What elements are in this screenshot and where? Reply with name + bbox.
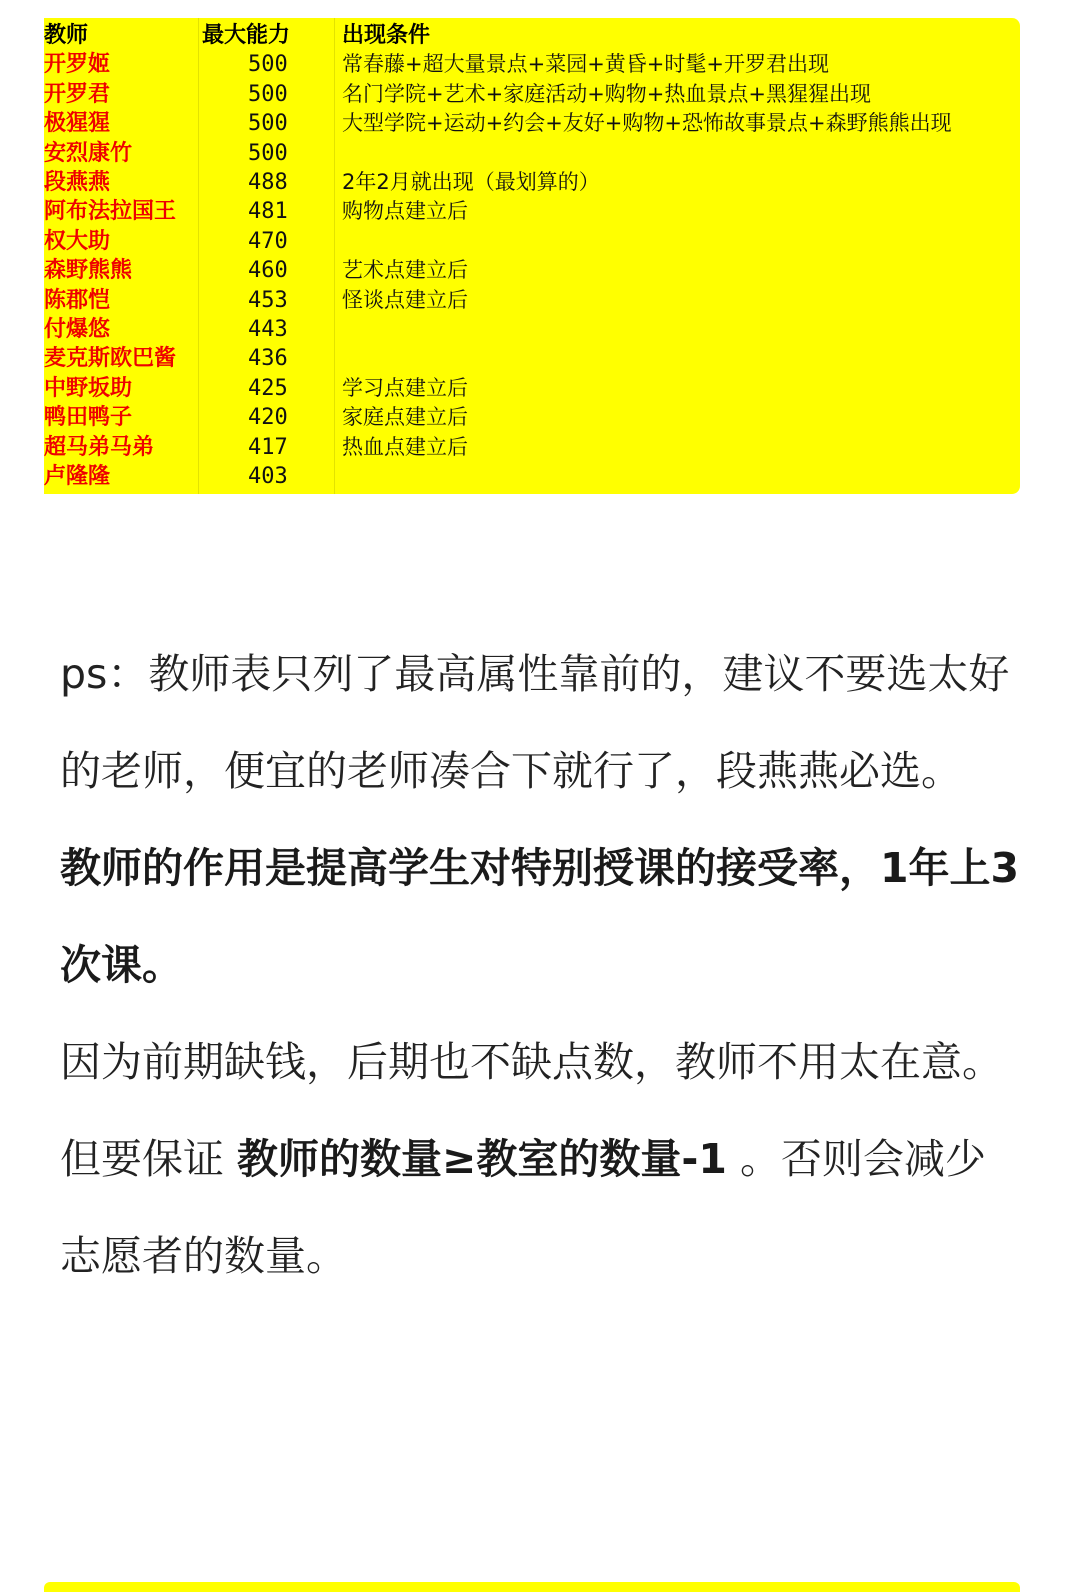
table-row (44, 462, 1020, 491)
teacher-condition: 2年2月就出现（最划算的） (342, 170, 600, 194)
table-row (44, 80, 1020, 109)
teacher-name: 阿布法拉国王 (44, 198, 177, 225)
teacher-ability: 453 (248, 287, 288, 313)
teacher-ability: 417 (248, 434, 288, 460)
teacher-ability: 460 (248, 258, 288, 284)
requirement-highlight: 教师的数量≥教室的数量-1 (237, 1135, 727, 1183)
table-row (44, 50, 1020, 79)
teacher-ability: 425 (248, 375, 288, 401)
table-row (44, 433, 1020, 462)
teacher-ability: 488 (248, 170, 288, 195)
table-row (44, 315, 1020, 344)
table-row (44, 139, 1020, 168)
table-row (44, 256, 1020, 285)
teacher-ability: 403 (248, 464, 288, 489)
requirement-prefix: 但要保证 (60, 1135, 238, 1183)
teacher-ability: 500 (248, 52, 288, 78)
article-body (60, 626, 1020, 1305)
teacher-name: 森野熊熊 (44, 257, 133, 284)
header-ability: 最大能力 (202, 22, 291, 48)
teacher-name: 安烈康竹 (44, 139, 133, 166)
teacher-name: 开罗君 (44, 80, 111, 107)
table-row (44, 403, 1020, 432)
teacher-name: 陈郡恺 (44, 286, 111, 313)
table-row (44, 197, 1020, 226)
teacher-ability: 443 (248, 317, 288, 342)
header-condition: 出现条件 (342, 22, 431, 48)
teacher-condition: 怪谈点建立后 (342, 287, 468, 312)
teacher-name: 卢隆隆 (44, 463, 111, 489)
teacher-ability: 420 (248, 405, 288, 431)
article-paragraph-ps: ps：教师表只列了最高属性靠前的，建议不要选太好的老师，便宜的老师凑合下就行了，段燕燕必选。 (60, 650, 1010, 795)
table-row (44, 344, 1020, 373)
teacher-name: 麦克斯欧巴酱 (44, 345, 177, 372)
teacher-name: 鸭田鸭子 (44, 404, 133, 431)
table-row (44, 227, 1020, 256)
teacher-ability: 436 (248, 346, 288, 372)
teacher-name: 中野坂助 (44, 374, 133, 401)
teacher-table-image (44, 18, 1020, 494)
teacher-name: 极猩猩 (44, 110, 111, 137)
header-teacher: 教师 (44, 22, 89, 48)
teacher-condition: 大型学院+运动+约会+友好+购物+恐怖故事景点+森野熊熊出现 (342, 111, 952, 136)
teacher-name: 超马弟马弟 (44, 433, 155, 460)
teacher-condition: 常春藤+超大量景点+菜园+黄昏+时髦+开罗君出现 (342, 52, 829, 77)
article-paragraph-teacher-role: 教师的作用是提高学生对特别授课的接受率，1年上3次课。 (60, 844, 1020, 989)
teacher-name: 段燕燕 (44, 169, 111, 195)
teacher-name: 开罗姬 (44, 51, 111, 78)
teacher-name: 付爆悠 (44, 316, 111, 342)
table-row (44, 109, 1020, 138)
article-paragraph-requirement (60, 1111, 1020, 1305)
teacher-condition: 学习点建立后 (342, 375, 468, 400)
table-row (44, 168, 1020, 197)
table-row (44, 374, 1020, 403)
teacher-ability: 500 (248, 140, 288, 166)
teacher-ability: 470 (248, 228, 288, 254)
teacher-ability: 500 (248, 81, 288, 107)
requirement-suffix: 。否则会减少志愿者的数量。 (60, 1135, 986, 1280)
teacher-ability: 500 (248, 111, 288, 137)
teacher-condition: 名门学院+艺术+家庭活动+购物+热血景点+黑猩猩出现 (342, 81, 871, 106)
teacher-condition: 艺术点建立后 (342, 258, 468, 283)
teacher-condition: 购物点建立后 (342, 199, 468, 224)
article-paragraph-money: 因为前期缺钱，后期也不缺点数，教师不用太在意。 (60, 1038, 1003, 1086)
next-image-edge (44, 1582, 1020, 1592)
table-row (44, 286, 1020, 315)
teacher-name: 权大助 (44, 227, 111, 254)
table-header-row (44, 21, 1020, 50)
teacher-condition: 家庭点建立后 (342, 405, 468, 430)
teacher-condition: 热血点建立后 (342, 434, 468, 459)
teacher-ability: 481 (248, 199, 288, 225)
